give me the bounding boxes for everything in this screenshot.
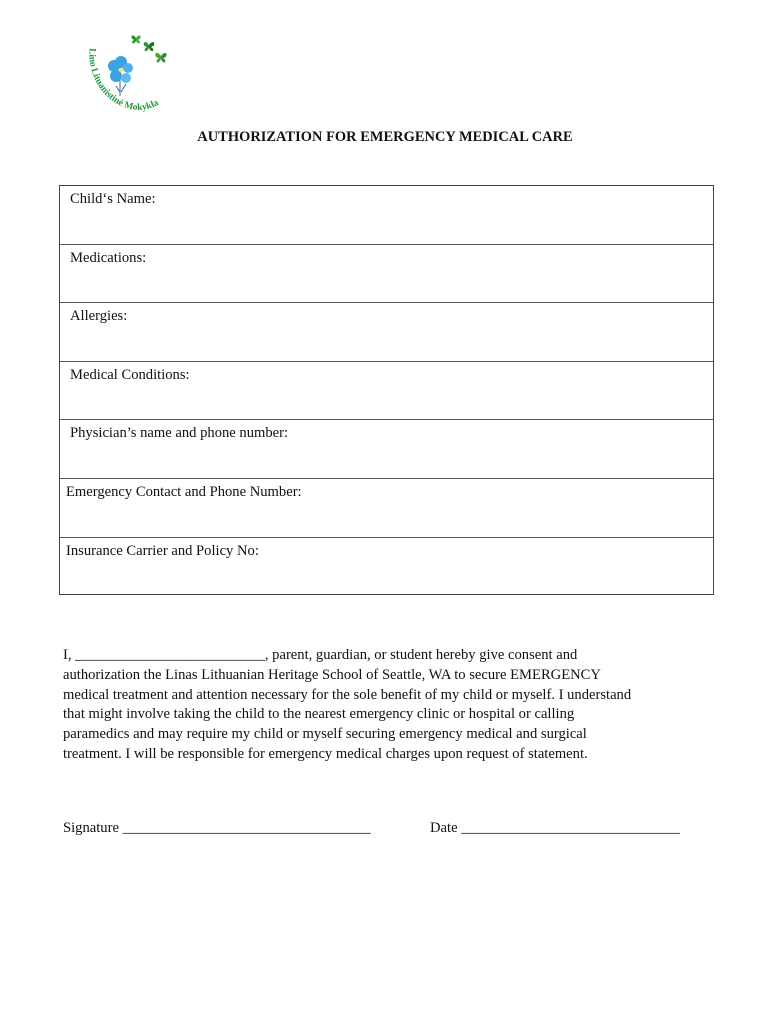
field-label: Child‘s Name: [70, 191, 156, 207]
logo-text: Lino Lituanistinė Mokykla [86, 47, 161, 114]
field-label: Emergency Contact and Phone Number: [66, 484, 302, 500]
consent-line: paramedics and may require my child or myself securing emergency medical and surgical [63, 726, 587, 743]
consent-line: I, __________________________, parent, guardian, or student hereby give consent and [63, 647, 578, 663]
signature-field[interactable]: Signature __________________________________ [63, 820, 371, 836]
field-row-allergies[interactable] [60, 303, 713, 362]
consent-paragraph [63, 646, 723, 765]
consent-line: treatment. I will be responsible for emergency medical charges upon request of statement. [63, 745, 588, 762]
field-row-medications[interactable] [60, 245, 713, 304]
field-label: Physician’s name and phone number: [70, 425, 289, 442]
consent-line: authorization the Linas Lithuanian Heritage School of Seattle, WA to secure EMERGENCY [63, 666, 601, 683]
butterfly-icon [144, 42, 155, 51]
field-label: Medical Conditions: [70, 366, 190, 383]
date-field[interactable]: Date ______________________________ [430, 820, 681, 836]
butterfly-icon [131, 35, 140, 43]
flower-icon [108, 56, 133, 96]
page-title: AUTHORIZATION FOR EMERGENCY MEDICAL CARE [197, 129, 573, 145]
field-label: Medications: [70, 249, 147, 266]
field-row-insurance[interactable] [60, 538, 713, 597]
field-row-emergency-contact[interactable] [60, 479, 713, 538]
field-label: Insurance Carrier and Policy No: [66, 542, 259, 559]
field-row-childs-name[interactable] [60, 186, 713, 245]
consent-line: medical treatment and attention necessary for the sole benefit of my child or myself. I understand [63, 686, 632, 703]
butterfly-icon [155, 53, 166, 63]
school-logo [76, 26, 176, 118]
field-label: Allergies: [70, 308, 128, 325]
field-row-physician[interactable] [60, 420, 713, 479]
medical-info-table [59, 185, 714, 595]
consent-line: that might involve taking the child to the nearest emergency clinic or hospital or calling [63, 706, 575, 723]
field-row-medical-conditions[interactable] [60, 362, 713, 421]
